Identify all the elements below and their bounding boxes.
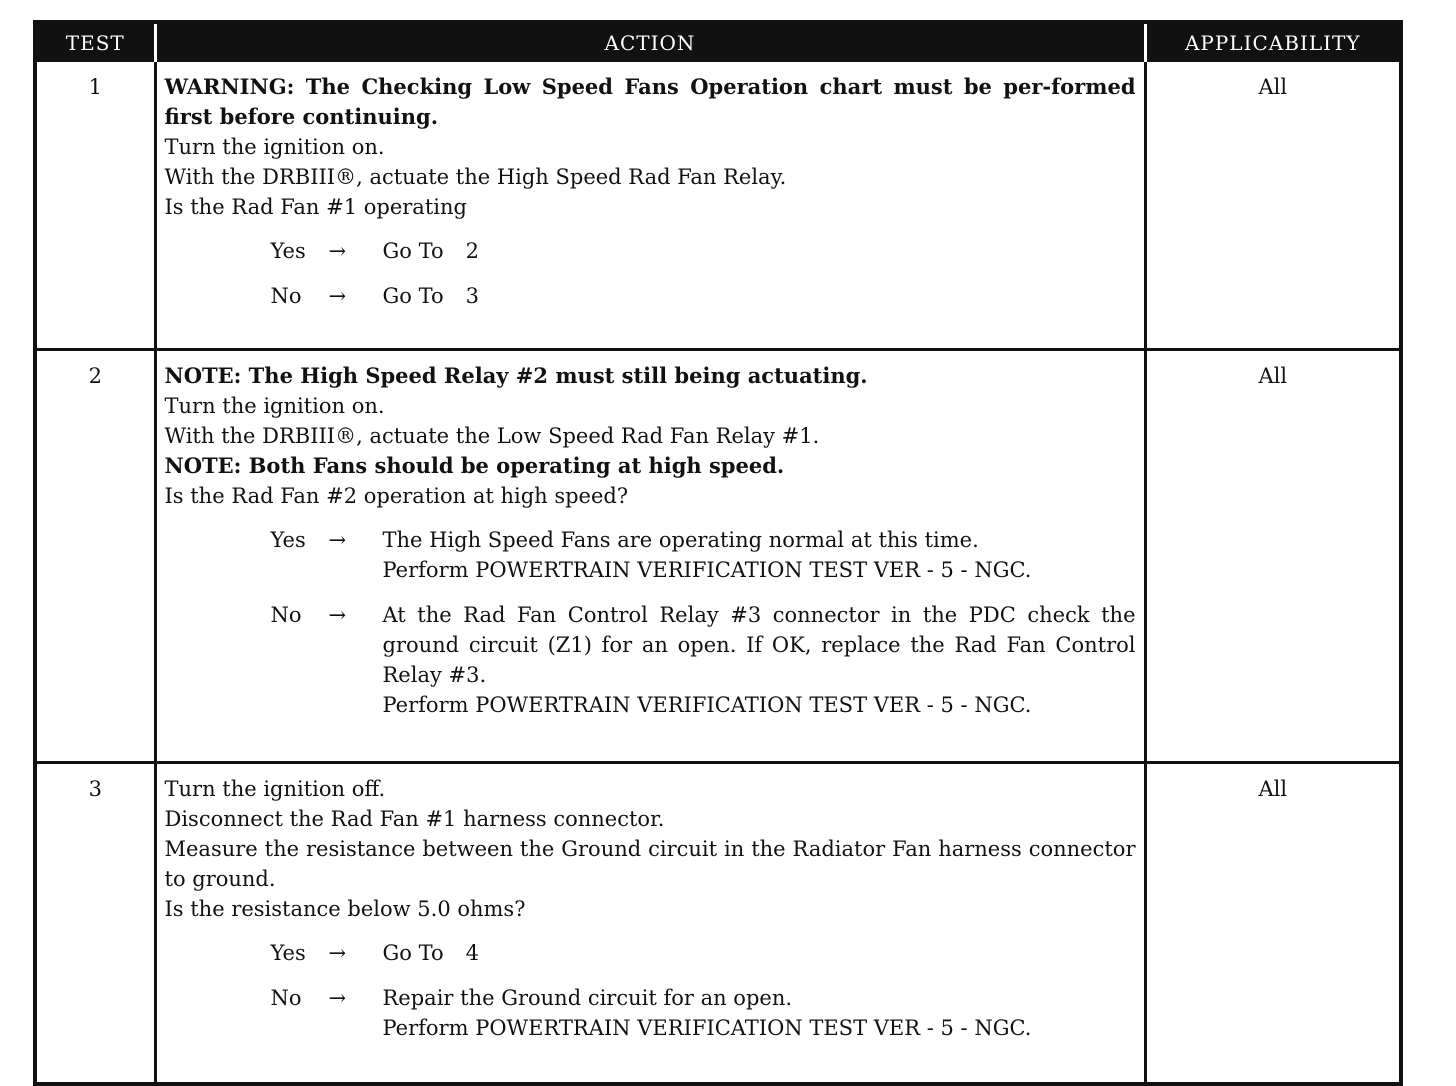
arrow-icon: → [328, 986, 347, 1010]
table-header [35, 22, 1401, 62]
answer-no [165, 600, 1136, 720]
verification-instruction: Perform POWERTRAIN VERIFICATION TEST VER - 5 - NGC. [382, 693, 1032, 717]
header-applicability: APPLICABILITY [1145, 22, 1401, 62]
verification-instruction: Perform POWERTRAIN VERIFICATION TEST VER - 5 - NGC. [382, 1016, 1032, 1040]
action-question: Is the Rad Fan #1 operating [164, 195, 467, 219]
answer-text [383, 281, 1136, 311]
note-text: NOTE: The High Speed Relay #2 must still being actuating. [164, 363, 868, 388]
answer-label: Yes [270, 528, 306, 552]
diagnostic-procedure-sheet [33, 20, 1399, 1040]
answer-no [165, 281, 1136, 311]
answer-text [383, 525, 1136, 585]
answer-list [165, 938, 1136, 1043]
answer-label: No [270, 603, 302, 627]
arrow-icon: → [328, 603, 347, 627]
warning-text: WARNING: The Checking Low Speed Fans Operation chart must be per-formed first before continuing. [164, 74, 1136, 129]
answer-text [383, 938, 1136, 968]
answer-label: Yes [270, 941, 306, 965]
test-number: 3 [35, 763, 155, 1085]
answer-result: At the Rad Fan Control Relay #3 connector in the PDC check the ground circuit (Z1) for an open. If OK, replace the Rad Fan Control Relay #3. [382, 603, 1136, 687]
arrow-icon: → [328, 528, 347, 552]
applicability-value: All [1145, 350, 1401, 763]
goto-label: Go To [382, 239, 444, 263]
action-step: Disconnect the Rad Fan #1 harness connector. [164, 807, 665, 831]
action-question: Is the Rad Fan #2 operation at high speed? [164, 484, 629, 508]
applicability-value: All [1145, 763, 1401, 1085]
arrow-icon: → [328, 284, 347, 308]
answer-text [383, 983, 1136, 1043]
action-cell [155, 763, 1145, 1085]
answer-label: No [270, 284, 302, 308]
answer-text [383, 600, 1136, 720]
diagnostic-test-table [33, 20, 1403, 1086]
test-number: 2 [35, 350, 155, 763]
action-cell [155, 350, 1145, 763]
arrow-icon: → [328, 941, 347, 965]
answer-list [165, 236, 1136, 311]
action-step: With the DRBIII®, actuate the High Speed Rad Fan Relay. [164, 165, 787, 189]
answer-yes [165, 236, 1136, 266]
test-number: 1 [88, 75, 102, 99]
answer-yes [165, 938, 1136, 968]
header-action: ACTION [155, 22, 1145, 62]
note-text: NOTE: Both Fans should be operating at high speed. [164, 453, 785, 478]
action-step: Measure the resistance between the Ground circuit in the Radiator Fan harness connector to ground. [164, 837, 1136, 891]
goto-label: Go To [382, 941, 444, 965]
action-cell [155, 62, 1145, 350]
goto-test-link[interactable]: 4 [465, 941, 479, 965]
answer-list [165, 525, 1136, 720]
applicability-value: All [1145, 62, 1401, 350]
goto-test-link[interactable]: 3 [465, 284, 479, 308]
header-test: TEST [35, 22, 155, 62]
answer-label: No [270, 986, 302, 1010]
goto-test-link[interactable]: 2 [465, 239, 479, 263]
answer-yes [165, 525, 1136, 585]
action-question: Is the resistance below 5.0 ohms? [164, 897, 526, 921]
answer-no [165, 983, 1136, 1043]
action-step: With the DRBIII®, actuate the Low Speed Rad Fan Relay #1. [164, 424, 820, 448]
action-step: Turn the ignition on. [164, 394, 385, 418]
action-step: Turn the ignition on. [164, 135, 385, 159]
arrow-icon: → [328, 239, 347, 263]
table-row [35, 62, 1401, 350]
answer-result: Repair the Ground circuit for an open. [382, 986, 793, 1010]
goto-label: Go To [382, 284, 444, 308]
answer-result: The High Speed Fans are operating normal at this time. [382, 528, 979, 552]
table-row [35, 350, 1401, 763]
answer-label: Yes [270, 239, 306, 263]
action-step: Turn the ignition off. [164, 777, 386, 801]
table-row [35, 763, 1401, 1085]
verification-instruction: Perform POWERTRAIN VERIFICATION TEST VER - 5 - NGC. [382, 558, 1032, 582]
answer-text [383, 236, 1136, 266]
